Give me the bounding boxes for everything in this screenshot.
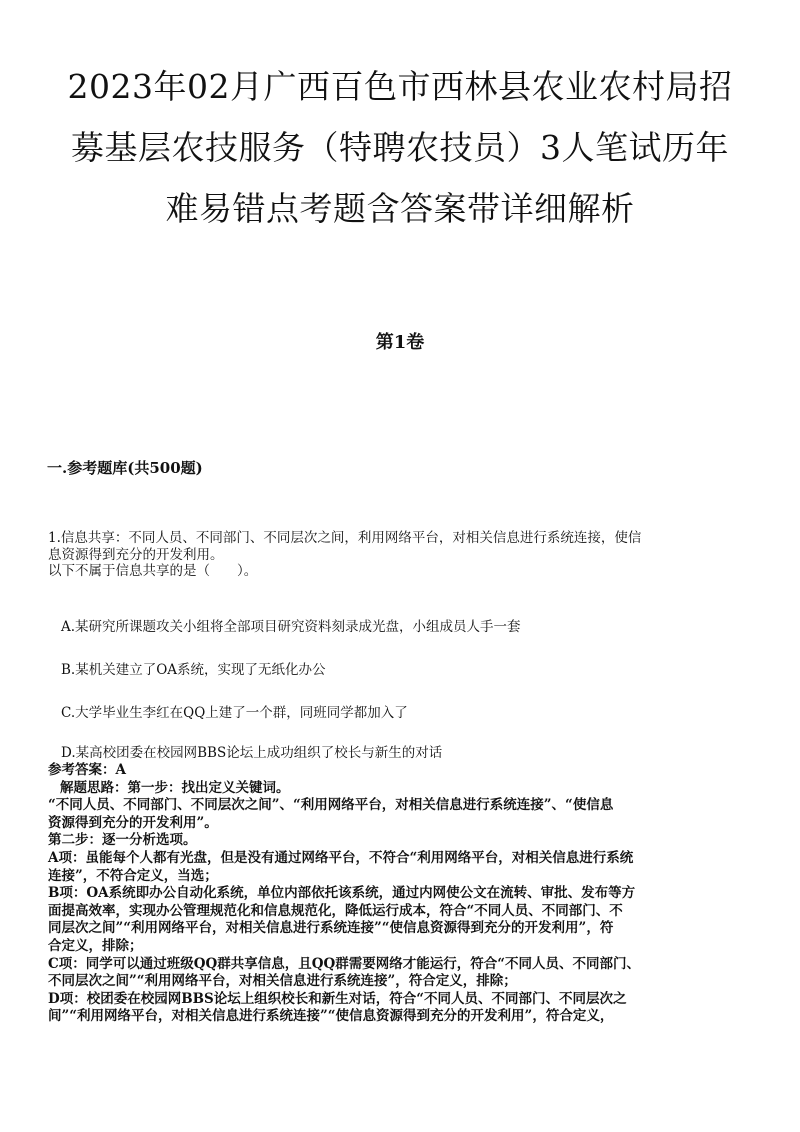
analysis-line: D项：校团委在校园网BBS论坛上组织校长和新生对话，符合“不同人员、不同部门、不同层次之 — [48, 990, 627, 1007]
reference-answer: 参考答案：A — [48, 762, 126, 778]
answer-analysis — [48, 762, 760, 1026]
title-line-2: 募基层农技服务（特聘农技员）3人笔试历年 — [71, 128, 729, 167]
analysis-line: B项：OA系统即办公自动化系统，单位内部依托该系统，通过内网使公文在流转、审批、发布等方 — [48, 885, 636, 902]
analysis-line: 连接”，不符合定义，当选； — [48, 867, 218, 884]
volume-label: 第1卷 — [375, 332, 425, 353]
analysis-line: 资源得到充分的开发利用”。 — [48, 814, 218, 831]
analysis-line: 解题思路：第一步：找出定义关键词。 — [60, 779, 290, 796]
option-b: B.某机关建立了OA系统，实现了无纸化办公 — [61, 662, 326, 678]
analysis-line: 同层次之间”“利用网络平台，对相关信息进行系统连接”“使信息资源得到充分的开发利用”，符 — [48, 920, 614, 937]
analysis-line: 合定义，排除； — [48, 937, 143, 954]
question-stem-line-1: 1.信息共享：不同人员、不同部门、不同层次之间，利用网络平台，对相关信息进行系统连接，使信 — [48, 530, 642, 546]
option-c: C.大学毕业生李红在QQ上建了一个群，同班同学都加入了 — [61, 705, 408, 721]
analysis-line: C项：同学可以通过班级QQ群共享信息，且QQ群需要网络才能运行，符合“不同人员、不同部门、 — [48, 955, 641, 972]
question-stem-line-2: 息资源得到充分的开发利用。 — [48, 546, 224, 563]
analysis-line: 不同层次之间”“利用网络平台，对相关信息进行系统连接”，符合定义，排除； — [48, 973, 517, 990]
question-stem — [48, 530, 760, 580]
option-a: A.某研究所课题攻关小组将全部项目研究资料刻录成光盘，小组成员人手一套 — [61, 619, 521, 635]
analysis-line: 面提高效率，实现办公管理规范化和信息规范化，降低运行成本，符合“不同人员、不同部门、不 — [48, 902, 623, 919]
option-d: D.某高校团委在校园网BBS论坛上成功组织了校长与新生的对话 — [61, 745, 443, 761]
analysis-line: 第二步：逐一分析选项。 — [48, 832, 197, 849]
analysis-line: “不同人员、不同部门、不同层次之间”、“利用网络平台，对相关信息进行系统连接”、“使信息 — [48, 797, 614, 814]
analysis-line: 间”“利用网络平台，对相关信息进行系统连接”“使信息资源得到充分的开发利用”，符合定义， — [48, 1008, 614, 1025]
question-prompt: 以下不属于信息共享的是（ ）。 — [48, 563, 258, 579]
section-heading: 一.参考题库(共500题) — [47, 459, 203, 477]
title-line-1: 2023年02月广西百色市西林县农业农村局招 — [67, 67, 733, 106]
title-line-3: 难易错点考题含答案带详细解析 — [165, 189, 635, 228]
document-title — [40, 56, 760, 239]
analysis-line: A项：虽能每个人都有光盘，但是没有通过网络平台，不符合“利用网络平台，对相关信息进行系统 — [48, 849, 634, 866]
